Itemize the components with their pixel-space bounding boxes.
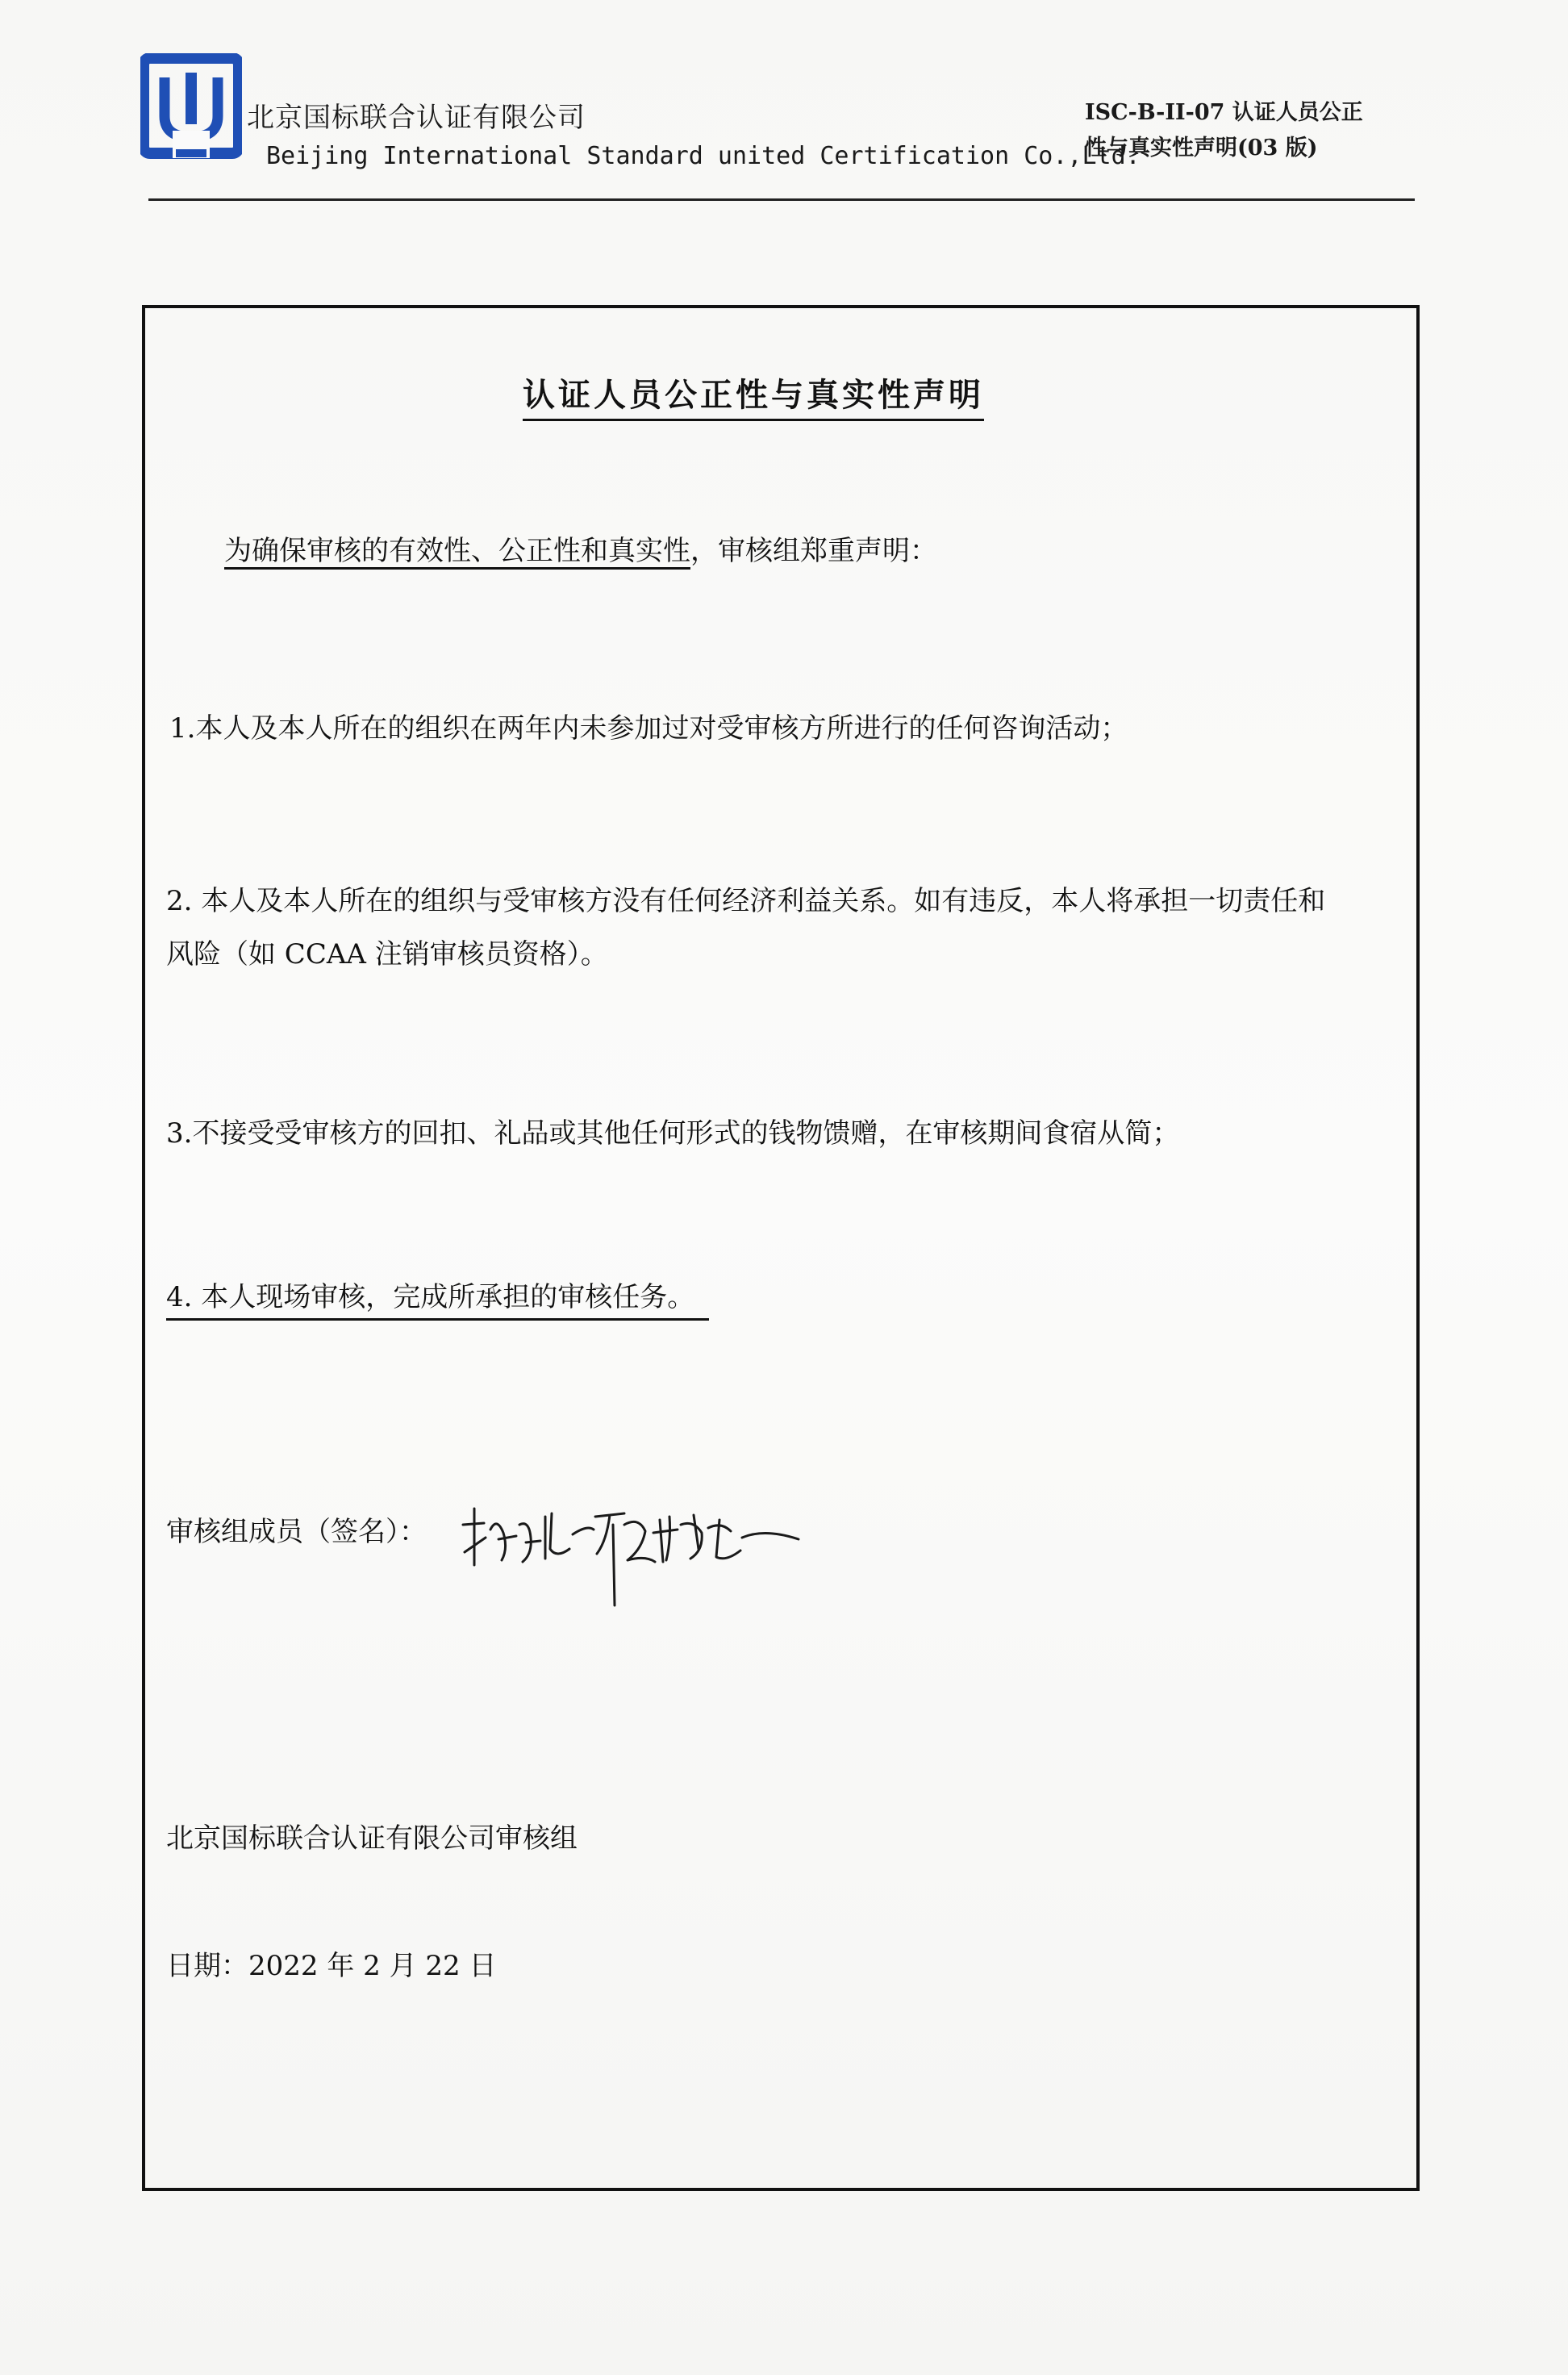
declaration-item-2-line-1: 2. 本人及本人所在的组织与受审核方没有任何经济利益关系。如有违反，本人将承担一切责任和 bbox=[166, 885, 1326, 917]
document-code bbox=[1085, 95, 1363, 166]
declaration-item-2-line-2: 风险（如 CCAA 注销审核员资格）。 bbox=[166, 938, 608, 970]
declaration-date: 日期：2022 年 2 月 22 日 bbox=[166, 1950, 497, 1982]
handwritten-signature bbox=[452, 1492, 807, 1613]
intro-rest-text: ，审核组郑重声明： bbox=[690, 535, 937, 567]
document-code-line-2: 性与真实性声明(03 版) bbox=[1085, 136, 1318, 161]
declaration-item-3: 3.不接受受审核方的回扣、礼品或其他任何形式的钱物馈赠，在审核期间食宿从简； bbox=[166, 1117, 1180, 1150]
signature-label: 审核组成员（签名）： bbox=[166, 1516, 427, 1548]
isc-logo-icon bbox=[140, 53, 242, 165]
declaration-title: 认证人员公正性与真实性声明 bbox=[523, 369, 984, 421]
declaration-item-2 bbox=[166, 874, 1325, 981]
document-code-line-1: ISC-B-II-07 认证人员公正 bbox=[1085, 100, 1363, 125]
company-name-cn: 北京国标联合认证有限公司 bbox=[247, 102, 586, 134]
declaration-item-1: 1.本人及本人所在的组织在两年内未参加过对受审核方所进行的任何咨询活动； bbox=[169, 712, 1128, 745]
intro-paragraph bbox=[224, 524, 937, 578]
audit-team-organization: 北京国标联合认证有限公司审核组 bbox=[166, 1822, 578, 1855]
declaration-item-4: 4. 本人现场审核，完成所承担的审核任务。 bbox=[166, 1276, 709, 1321]
header-divider bbox=[148, 198, 1415, 201]
declaration-frame bbox=[142, 305, 1420, 2191]
company-name-en: Beijing International Standard united Certification Co.,Ltd. bbox=[266, 142, 1141, 170]
intro-underlined-text: 为确保审核的有效性、公正性和真实性 bbox=[224, 535, 690, 570]
